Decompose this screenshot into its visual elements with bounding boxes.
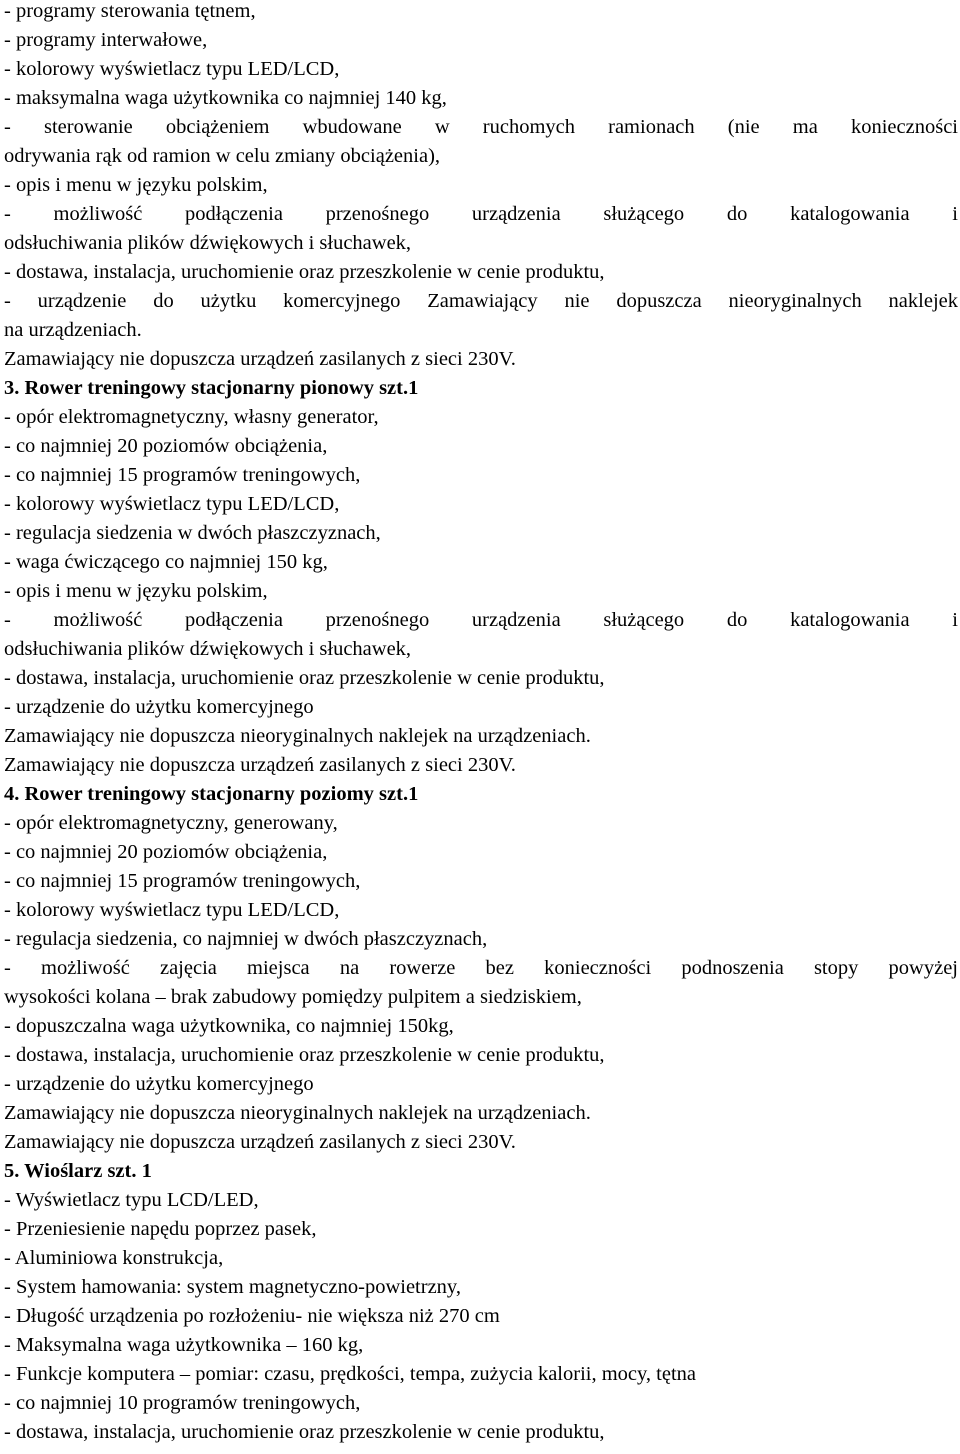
- text-line: odsłuchiwania plików dźwiękowych i słuchawek,: [4, 638, 412, 660]
- text-line: - regulacja siedzenia, co najmniej w dwóch płaszczyznach,: [4, 928, 488, 950]
- text-line: - dopuszczalna waga użytkownika, co najmniej 150kg,: [4, 1015, 454, 1037]
- text-line: Zamawiający nie dopuszcza nieoryginalnych naklejek na urządzeniach.: [4, 1102, 591, 1124]
- text-line: - Przeniesienie napędu poprzez pasek,: [4, 1218, 317, 1240]
- text-line: - System hamowania: system magnetyczno-powietrzny,: [4, 1276, 461, 1298]
- text-line: - urządzenie do użytku komercyjnego Zamawiający nie dopuszcza nieoryginalnych naklejek: [4, 290, 958, 312]
- text-line: odsłuchiwania plików dźwiękowych i słuchawek,: [4, 232, 412, 254]
- text-line: - waga ćwiczącego co najmniej 150 kg,: [4, 551, 328, 573]
- text-line: - kolorowy wyświetlacz typu LED/LCD,: [4, 58, 340, 80]
- text-line: - opór elektromagnetyczny, własny generator,: [4, 406, 379, 428]
- section-heading: 3. Rower treningowy stacjonarny pionowy szt.1: [4, 377, 419, 399]
- text-line: - programy interwałowe,: [4, 29, 208, 51]
- text-line: - Maksymalna waga użytkownika – 160 kg,: [4, 1334, 364, 1356]
- text-line: - co najmniej 15 programów treningowych,: [4, 464, 361, 486]
- text-line: - Funkcje komputera – pomiar: czasu, prędkości, tempa, zużycia kalorii, mocy, tętna: [4, 1363, 697, 1385]
- text-line: - co najmniej 10 programów treningowych,: [4, 1392, 361, 1414]
- text-line: - dostawa, instalacja, uruchomienie oraz przeszkolenie w cenie produktu,: [4, 1421, 605, 1443]
- section-heading: 4. Rower treningowy stacjonarny poziomy szt.1: [4, 783, 419, 805]
- text-line: - możliwość podłączenia przenośnego urządzenia służącego do katalogowania i: [4, 609, 958, 631]
- text-line: - możliwość zajęcia miejsca na rowerze bez konieczności podnoszenia stopy powyżej: [4, 957, 958, 979]
- text-line: - maksymalna waga użytkownika co najmniej 140 kg,: [4, 87, 447, 109]
- text-line: wysokości kolana – brak zabudowy pomiędzy pulpitem a siedziskiem,: [4, 986, 582, 1008]
- text-line: - co najmniej 20 poziomów obciążenia,: [4, 841, 328, 863]
- text-line: odrywania rąk od ramion w celu zmiany obciążenia),: [4, 145, 441, 167]
- text-line: - dostawa, instalacja, uruchomienie oraz przeszkolenie w cenie produktu,: [4, 1044, 605, 1066]
- text-line: - co najmniej 20 poziomów obciążenia,: [4, 435, 328, 457]
- text-line: - Długość urządzenia po rozłożeniu- nie większa niż 270 cm: [4, 1305, 500, 1327]
- text-line: - kolorowy wyświetlacz typu LED/LCD,: [4, 899, 340, 921]
- text-line: - opis i menu w języku polskim,: [4, 580, 268, 602]
- text-line: - regulacja siedzenia w dwóch płaszczyznach,: [4, 522, 381, 544]
- section-heading: 5. Wioślarz szt. 1: [4, 1160, 152, 1182]
- text-line: - urządzenie do użytku komercyjnego: [4, 696, 314, 718]
- text-line: - opór elektromagnetyczny, generowany,: [4, 812, 338, 834]
- text-line: - Wyświetlacz typu LCD/LED,: [4, 1189, 259, 1211]
- text-line: Zamawiający nie dopuszcza urządzeń zasilanych z sieci 230V.: [4, 348, 516, 370]
- text-line: - sterowanie obciążeniem wbudowane w ruchomych ramionach (nie ma konieczności: [4, 116, 958, 138]
- text-line: - możliwość podłączenia przenośnego urządzenia służącego do katalogowania i: [4, 203, 958, 225]
- text-line: Zamawiający nie dopuszcza urządzeń zasilanych z sieci 230V.: [4, 1131, 516, 1153]
- text-line: - urządzenie do użytku komercyjnego: [4, 1073, 314, 1095]
- text-line: - programy sterowania tętnem,: [4, 0, 256, 22]
- text-line: - co najmniej 15 programów treningowych,: [4, 870, 361, 892]
- text-line: - kolorowy wyświetlacz typu LED/LCD,: [4, 493, 340, 515]
- text-line: - Aluminiowa konstrukcja,: [4, 1247, 224, 1269]
- text-line: Zamawiający nie dopuszcza urządzeń zasilanych z sieci 230V.: [4, 754, 516, 776]
- text-line: - dostawa, instalacja, uruchomienie oraz przeszkolenie w cenie produktu,: [4, 261, 605, 283]
- text-line: - opis i menu w języku polskim,: [4, 174, 268, 196]
- text-line: - dostawa, instalacja, uruchomienie oraz przeszkolenie w cenie produktu,: [4, 667, 605, 689]
- text-line: na urządzeniach.: [4, 319, 142, 341]
- text-line: Zamawiający nie dopuszcza nieoryginalnych naklejek na urządzeniach.: [4, 725, 591, 747]
